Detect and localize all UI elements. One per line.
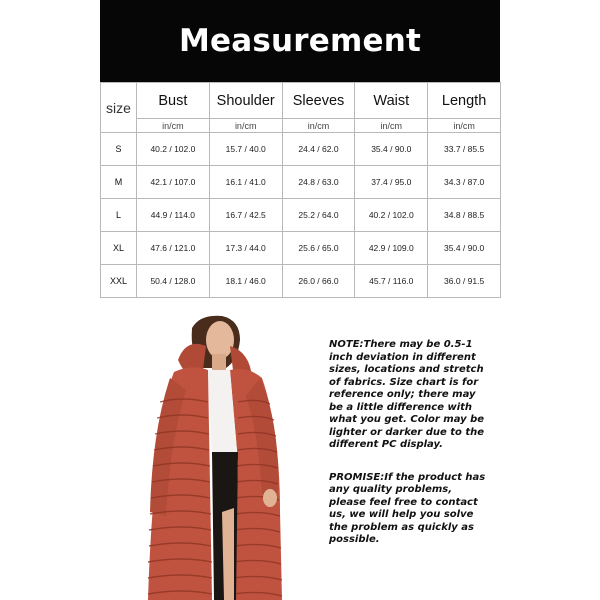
banner-title: Measurement bbox=[178, 23, 422, 59]
table-cell: 34.8 / 88.5 bbox=[428, 199, 501, 232]
size-cell: M bbox=[101, 166, 137, 199]
table-row-xl bbox=[101, 232, 501, 265]
size-header: size bbox=[101, 83, 137, 133]
column-header-waist: Waist bbox=[355, 83, 428, 119]
unit-label: in/cm bbox=[282, 119, 355, 133]
notes-panel bbox=[329, 339, 489, 547]
model-hand bbox=[263, 489, 277, 507]
model-leg bbox=[222, 508, 234, 600]
size-cell: S bbox=[101, 133, 137, 166]
table-cell: 18.1 / 46.0 bbox=[209, 265, 282, 298]
table-cell: 26.0 / 66.0 bbox=[282, 265, 355, 298]
table-cell: 33.7 / 85.5 bbox=[428, 133, 501, 166]
table-cell: 16.7 / 42.5 bbox=[209, 199, 282, 232]
table-cell: 42.1 / 107.0 bbox=[137, 166, 210, 199]
note-text: NOTE:There may be 0.5-1 inch deviation in different sizes, locations and stretch of fabrics. Size chart is for reference only; there may be a little difference with what you get. Color may be lighter or darker due to the different PC display. bbox=[329, 339, 485, 450]
size-cell: L bbox=[101, 199, 137, 232]
model-neck bbox=[212, 354, 226, 372]
model-photo bbox=[130, 312, 300, 600]
promise-text: PROMISE:If the product has any quality problems, please feel free to contact us, we will help you solve the problem as quickly as possible. bbox=[329, 471, 486, 545]
unit-label: in/cm bbox=[355, 119, 428, 133]
table-cell: 35.4 / 90.0 bbox=[428, 232, 501, 265]
table-cell: 40.2 / 102.0 bbox=[137, 133, 210, 166]
unit-label: in/cm bbox=[137, 119, 210, 133]
size-chart-table bbox=[100, 82, 501, 298]
column-header-shoulder: Shoulder bbox=[209, 83, 282, 119]
table-cell: 37.4 / 95.0 bbox=[355, 166, 428, 199]
table-cell: 42.9 / 109.0 bbox=[355, 232, 428, 265]
table-cell: 25.6 / 65.0 bbox=[282, 232, 355, 265]
size-cell: XXL bbox=[101, 265, 137, 298]
unit-label: in/cm bbox=[209, 119, 282, 133]
measurement-banner bbox=[100, 0, 500, 82]
table-cell: 44.9 / 114.0 bbox=[137, 199, 210, 232]
table-cell: 34.3 / 87.0 bbox=[428, 166, 501, 199]
table-cell: 47.6 / 121.0 bbox=[137, 232, 210, 265]
unit-label: in/cm bbox=[428, 119, 501, 133]
table-cell: 24.4 / 62.0 bbox=[282, 133, 355, 166]
table-cell: 17.3 / 44.0 bbox=[209, 232, 282, 265]
table-row-s bbox=[101, 133, 501, 166]
table-cell: 16.1 / 41.0 bbox=[209, 166, 282, 199]
table-cell: 25.2 / 64.0 bbox=[282, 199, 355, 232]
table-cell: 36.0 / 91.5 bbox=[428, 265, 501, 298]
column-header-sleeves: Sleeves bbox=[282, 83, 355, 119]
column-header-bust: Bust bbox=[137, 83, 210, 119]
table-row-l bbox=[101, 199, 501, 232]
column-header-length: Length bbox=[428, 83, 501, 119]
table-cell: 40.2 / 102.0 bbox=[355, 199, 428, 232]
size-cell: XL bbox=[101, 232, 137, 265]
unit-row bbox=[101, 119, 501, 133]
table-cell: 15.7 / 40.0 bbox=[209, 133, 282, 166]
model-face bbox=[206, 321, 234, 359]
table-cell: 24.8 / 63.0 bbox=[282, 166, 355, 199]
table-row-xxl bbox=[101, 265, 501, 298]
table-cell: 35.4 / 90.0 bbox=[355, 133, 428, 166]
header-row bbox=[101, 83, 501, 119]
table-row-m bbox=[101, 166, 501, 199]
table-cell: 50.4 / 128.0 bbox=[137, 265, 210, 298]
table-cell: 45.7 / 116.0 bbox=[355, 265, 428, 298]
